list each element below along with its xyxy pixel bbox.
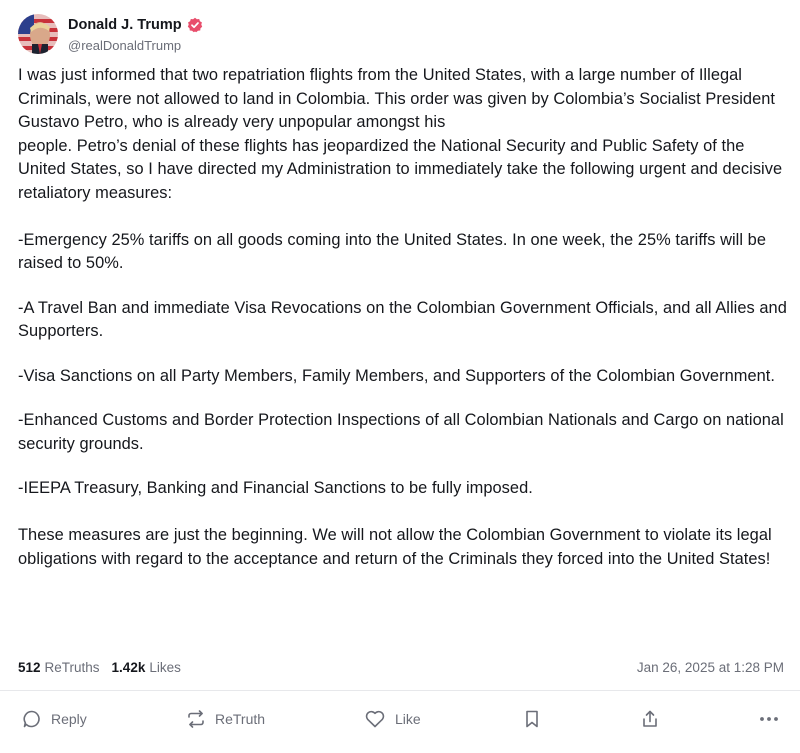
author-names [68, 15, 203, 53]
post-paragraph: people. Petro’s denial of these flights has jeopardized the National Security and Public Safety of the United States, so I have directed my Administration to immediately take the following urgent and decisive retaliatory measures: [18, 136, 783, 202]
reply-icon [22, 709, 42, 729]
likes-label: Likes [149, 660, 181, 675]
post-paragraph: -Visa Sanctions on all Party Members, Family Members, and Supporters of the Colombian Government. [18, 366, 776, 385]
post-meta [18, 660, 784, 675]
retruths-count: 512 [18, 660, 41, 675]
avatar[interactable] [18, 14, 58, 54]
post-timestamp[interactable]: Jan 26, 2025 at 1:28 PM [636, 660, 784, 675]
post-paragraph: I was just informed that two repatriation flights from the United States, with a large number of Illegal Criminals, were not allowed to land in Colombia. This order was given by Colombia’s Socialist President Gustavo Petro, who is already very unpopular amongst his [18, 66, 776, 131]
author-handle[interactable]: @realDonaldTrump [68, 38, 182, 53]
like-label: Like [395, 711, 421, 727]
divider [0, 690, 800, 691]
likes-count: 1.42k [111, 660, 146, 675]
more-icon [758, 709, 780, 729]
like-button[interactable] [364, 709, 421, 729]
retruth-label: ReTruth [215, 711, 266, 727]
post-counts [18, 660, 193, 675]
post-header [18, 14, 203, 54]
reply-button[interactable] [22, 709, 87, 729]
post-paragraph: -Emergency 25% tariffs on all goods coming into the United States. In one week, the 25% tariffs will be raised to 50%. [18, 230, 766, 272]
avatar-image [18, 14, 58, 54]
bookmark-button[interactable] [522, 709, 542, 729]
share-icon [640, 709, 660, 729]
retruths-count-link[interactable] [18, 660, 100, 675]
retruth-button[interactable] [186, 709, 265, 729]
post-paragraph: These measures are just the beginning. We will not allow the Colombian Government to violate its legal obligations with regard to the acceptance and return of the Criminals they forced into the United States! [18, 526, 772, 568]
post-paragraph: -Enhanced Customs and Border Protection Inspections of all Colombian Nationals and Cargo on national security grounds. [18, 411, 784, 453]
post-paragraph: -A Travel Ban and immediate Visa Revocations on the Colombian Government Officials, and all Allies and Supporters. [18, 298, 787, 340]
likes-count-link[interactable] [112, 660, 181, 675]
retruth-icon [186, 709, 206, 729]
author-display-name[interactable]: Donald J. Trump [68, 17, 182, 33]
more-options-button[interactable] [758, 709, 780, 729]
verified-badge-icon [187, 17, 203, 33]
share-button[interactable] [640, 709, 660, 729]
retruths-label: ReTruths [44, 660, 100, 675]
post-body [18, 64, 788, 571]
post-paragraph: -IEEPA Treasury, Banking and Financial Sanctions to be fully imposed. [18, 479, 533, 497]
reply-label: Reply [51, 711, 87, 727]
display-name-row [68, 15, 203, 35]
heart-icon [364, 709, 386, 729]
action-bar [22, 704, 784, 734]
bookmark-icon [522, 709, 542, 729]
